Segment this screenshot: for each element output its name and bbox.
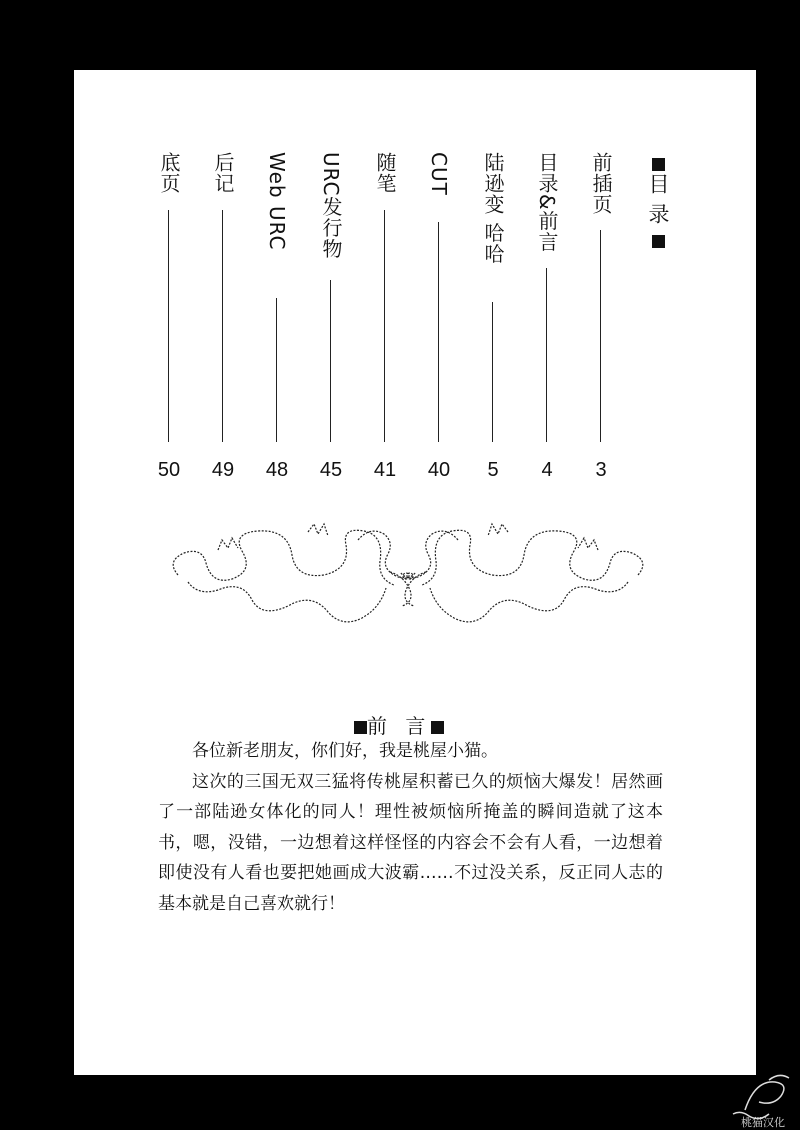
svg-text:桃猫汉化: 桃猫汉化 [741,1116,785,1129]
square-bullet-icon [431,721,444,734]
leader-line [492,302,493,442]
toc-entry-page: 4 [541,459,553,481]
leader-line [330,280,331,442]
toc-entry-page: 41 [373,459,397,481]
toc-heading-text: 目录 [646,173,670,233]
right-dragon-icon [400,524,643,622]
toc-entry-title: 前插页 [589,152,613,215]
toc-entry [262,152,292,482]
toc-entry [316,152,346,482]
toc-entry-page: 40 [427,459,451,481]
toc-entry-page: 5 [487,459,499,481]
toc-entry [532,152,562,482]
toc-entry-title: 陆逊变 哈哈 [481,152,505,265]
leader-line [384,210,385,442]
leader-line [222,210,223,442]
square-bullet-icon [652,158,665,171]
leader-line [546,268,547,442]
toc-entry-page: 48 [265,459,289,481]
toc-entry [424,152,454,482]
toc-entry-page: 49 [211,459,235,481]
preface-body [158,736,663,919]
toc-entry [478,152,508,482]
preface-title [354,710,444,739]
toc-heading [646,156,670,250]
toc-entry-page: 50 [157,459,181,481]
leader-line [600,230,601,442]
leader-line [168,210,169,442]
toc-entry [208,152,238,482]
document-page [74,70,756,1075]
preface-paragraph: 这次的三国无双三猛将传桃屋积蓄已久的烦恼大爆发！居然画了一部陆逊女体化的同人！理性被烦恼所掩盖的瞬间造就了这本书，嗯，没错，一边想着这样怪怪的内容会不会有人看，一边想着即使没有人看也要把她画成大波霸……不过没关系，反正同人志的基本就是自己喜欢就行！ [158,771,663,914]
leader-line [438,222,439,442]
square-bullet-icon [652,235,665,248]
dragon-ornament [158,520,658,630]
watermark-logo [725,1070,800,1130]
toc-entry-title: 随笔 [373,152,397,194]
toc-entry-title: CUT [427,152,451,196]
toc-entry [370,152,400,482]
toc-entry [154,152,184,482]
toc-entry-title: 后记 [211,152,235,194]
toc-entry-title: 底页 [157,152,181,194]
toc-entry [586,152,616,482]
preface-paragraph: 各位新老朋友，你们好，我是桃屋小猫。 [192,741,498,761]
left-dragon-icon [173,524,416,622]
leader-line [276,298,277,442]
toc-entry-title: URC发行物 [319,152,343,260]
toc-entry-title: Web URC [265,152,289,251]
toc-entry-page: 3 [595,459,607,481]
toc-entry-page: 45 [319,459,343,481]
preface-title-text: 前 言 [367,714,432,738]
toc-entry-title: 目录&前言 [535,152,559,253]
square-bullet-icon [354,721,367,734]
